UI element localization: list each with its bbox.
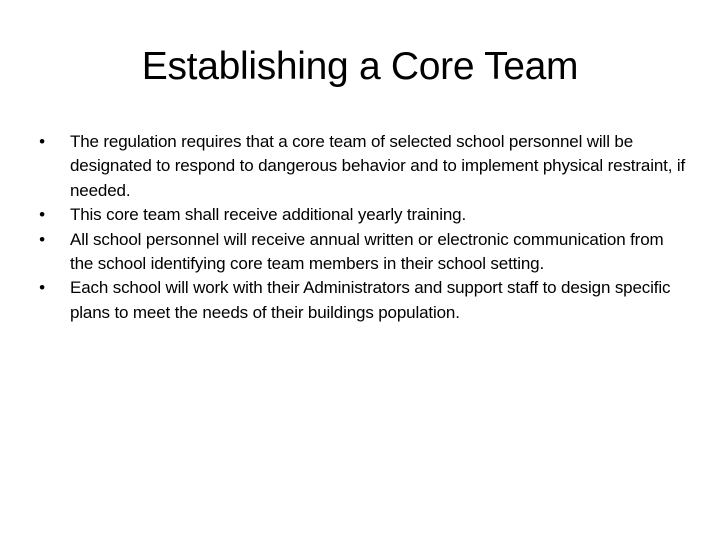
bullet-icon: •	[39, 205, 45, 225]
bullet-icon: •	[39, 132, 45, 151]
bullet-text: Each school will work with their Administrators and support staff to design specific plans to meet the needs of their buildings population.	[70, 278, 671, 322]
bullet-text: All school personnel will receive annual written or electronic communication from the school identifying core team members in their school setting.	[70, 229, 664, 274]
bullet-list	[36, 130, 686, 325]
bullet-icon: •	[39, 229, 45, 249]
slide-title: Establishing a Core Team	[141, 45, 579, 88]
bullet-text: This core team shall receive additional yearly training.	[70, 205, 467, 225]
bullet-item	[36, 228, 686, 277]
bullet-icon: •	[39, 278, 45, 298]
bullet-item	[36, 276, 686, 325]
bullet-item	[36, 203, 686, 227]
bullet-text: The regulation requires that a core team of selected school personnel will be designated to respond to dangerous behavior and to implement physical restraint, if needed.	[70, 132, 686, 200]
bullet-item	[36, 130, 686, 203]
